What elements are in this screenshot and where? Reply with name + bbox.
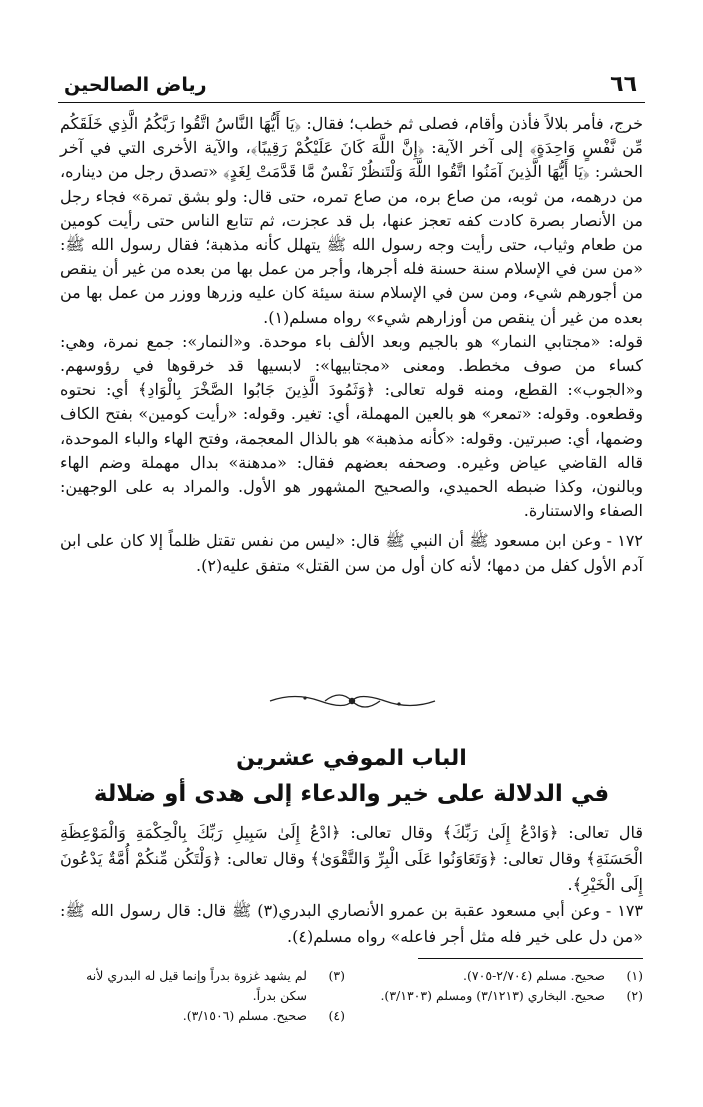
commentary-paragraph: قوله: «مجتابي النمار» هو بالجيم وبعد الألف باء موحدة. و«النمار»: جمع نمرة، وهي: كساء من صوف مخطط. ومعنى «مجتابيها»: لابسيها قد خرقوها في رؤوسهم. و«الجوب»: القطع، ومنه قوله تعالى: ﴿وَثَمُودَ الَّذِينَ جَابُوا الصَّخْرَ بِالْوَادِ﴾ أي: نحتوه وقطعوه. وقوله: «تمعر» هو بالعين المهملة، أي: تغير. وقوله: «رأيت كومين» بفتح الكاف وضمها، أي: صبرتين. وقوله: «كأنه مذهبة» هو بالذال المعجمة، وفتح الهاء والباء الموحدة، قاله القاضي عياض وغيره. وصحفه بعضهم فقال: «مدهنة» بدال مهملة وضم الهاء وبالنون، وكذا ضبطه الحميدي، والصحيح المشهور هو الأول. والمراد به على الوجهين: الصفاء والاستنارة. bbox=[60, 331, 643, 521]
footnote-number: (٤) bbox=[328, 1008, 345, 1023]
book-title: رياض الصالحين bbox=[64, 74, 207, 96]
quran-verses-paragraph: قال تعالى: ﴿وَادْعُ إِلَىٰ رَبِّكَ﴾ وقال تعالى: ﴿ادْعُ إِلَىٰ سَبِيلِ رَبِّكَ بِالْحِكْمَةِ وَالْمَوْعِظَةِ الْحَسَنَةِ﴾ وقال تعالى: ﴿وَتَعَاوَنُوا عَلَى الْبِرِّ وَالتَّقْوَىٰ﴾ وقال تعالى: ﴿وَلْتَكُن مِّنكُمْ أُمَّةٌ يَدْعُونَ إِلَى الْخَيْرِ﴾. bbox=[60, 823, 643, 894]
footnotes-left-column bbox=[60, 966, 345, 1026]
footnote-number: (٣) bbox=[328, 968, 345, 983]
footnote-text: لم يشهد غزوة بدراً وإنما قيل له البدري لأنه سكن بدراً. bbox=[86, 968, 307, 1003]
footnotes bbox=[60, 966, 643, 1066]
chapter-text bbox=[60, 820, 643, 950]
footnote-number: (٢) bbox=[626, 988, 643, 1003]
footnote-3 bbox=[60, 966, 345, 1006]
hadith-173-paragraph: ١٧٣ - وعن أبي مسعود عقبة بن عمرو الأنصاري البدري(٣) ﷺ قال: قال رسول الله ﷺ: «من دل على خير فله مثل أجر فاعله» رواه مسلم(٤). bbox=[60, 901, 643, 946]
footnote-text: صحيح. مسلم (٣/١٥٠٦). bbox=[182, 1008, 307, 1023]
page-number: ٦٦ bbox=[610, 72, 637, 97]
hadith-continuation-paragraph: خرج، فأمر بلالاً فأذن وأقام، فصلى ثم خطب؛ فقال: ﴿يَا أَيُّهَا النَّاسُ اتَّقُوا رَبَّكُمُ الَّذِي خَلَقَكُم مِّن نَّفْسٍ وَاحِدَةٍ﴾ إلى آخر الآية: ﴿إِنَّ اللَّهَ كَانَ عَلَيْكُمْ رَقِيبًا﴾، والآية الأخرى التي في آخر الحشر: ﴿يَا أَيُّهَا الَّذِينَ آمَنُوا اتَّقُوا اللَّهَ وَلْتَنظُرْ نَفْسٌ مَّا قَدَّمَتْ لِغَدٍ﴾ «تصدق رجل من ديناره، من درهمه، من ثوبه، من صاع بره، من صاع تمره، حتى قال: ولو بشق تمرة» فجاء رجل من الأنصار بصرة كادت كفه تعجز عنها، بل قد عجزت، ثم تتابع الناس حتى رأيت كومين من طعام وثياب، حتى رأيت وجه رسول الله ﷺ يتهلل كأنه مذهبة؛ فقال رسول الله ﷺ: «من سن في الإسلام سنة حسنة فله أجرها، وأجر من عمل بها من بعده من غير أن ينقص من أجورهم شيء، ومن سن في الإسلام سنة سيئة كان عليه وزرها ووزر من عمل بها من بعده من غير أن ينقص من أوزارهم شيء» رواه مسلم(١). bbox=[60, 114, 644, 327]
page-header bbox=[58, 72, 645, 103]
footnote-text: صحيح. البخاري (٣/١٢١٣) ومسلم (٣/١٣٠٣). bbox=[380, 988, 605, 1003]
hadith-172-paragraph: ١٧٢ - وعن ابن مسعود ﷺ أن النبي ﷺ قال: «ليس من نفس تقتل ظلماً إلا كان على ابن آدم الأول كفل من دمها؛ لأنه كان أول من سن القتل» متفق عليه(٢). bbox=[60, 531, 643, 575]
footnote-2 bbox=[358, 986, 643, 1006]
footnotes-right-column bbox=[358, 966, 643, 1006]
footnote-text: صحيح. مسلم (٢/٧٠٤-٧٠٥). bbox=[463, 968, 605, 983]
ornament-divider bbox=[265, 684, 440, 718]
footnote-number: (١) bbox=[626, 968, 643, 983]
footnote-separator bbox=[418, 958, 643, 959]
main-text bbox=[60, 112, 643, 578]
footnote-4 bbox=[60, 1006, 345, 1026]
chapter-subtitle: في الدلالة على خير والدعاء إلى هدى أو ضلالة bbox=[93, 781, 610, 807]
footnote-1 bbox=[358, 966, 643, 986]
chapter-heading bbox=[60, 742, 643, 812]
chapter-title: الباب الموفي عشرين bbox=[236, 746, 467, 771]
